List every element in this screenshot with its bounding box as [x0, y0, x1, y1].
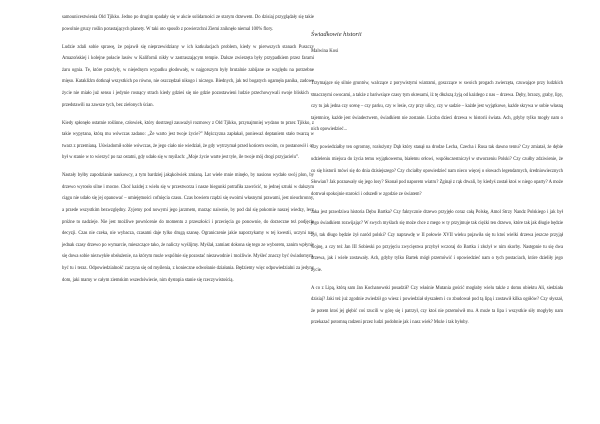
right-text-column	[311, 12, 563, 335]
paragraph: Ludzie zdali sobie sprawę, że pojawił się nieprzewidziany w ich katkulacjach problem, kiedy w pierwszych stanach Puszczy Amazońskiej i kolejne połacie lasów w Kalifornii nikły w zastraszającym tempie. Dalsze zwierzęta były przypadkiem przez farami żaru ognia. Te, które przeżyły, w niejednym wypadku głodowały, w najgorszym były brutalnie zabijane ze względu na potrzebne mięso. Katakliźm dotknął wszystkich po równo, nie oszczędzał nikogo i niczego. Biednych, jak też bogatych ogarnęła panika, zadowe życie nie miało już sensu i jedynie rosnący strach kiedy gdzieś się nie gdzie pozostawieni ludzie przechowywali swoje bliskich ... przedstawili na zawsze tych, bez zielonych ścian.	[62, 44, 314, 108]
left-text-column	[62, 12, 314, 293]
article-title: Świadkowie historii	[311, 31, 362, 38]
article-author: Malwina Kosi	[311, 49, 339, 54]
paragraph: Nastały byłby zapodzianie naukowcy, a tym bardziej jakąkolwiek zmianą. Lat wiele mnie minęło, by nasiono wydało swój plon, by drzewo wyrosło silne i mocne. Choć każdej z wielu się w przestworza i nasze biegunki potrafiła zawrócić, to jednej sztuki w dalszym ciągu nie udało się jej opanować – umiejętności cofnięcia czasu. Czas bowiem rządzi się swoimi własnymi prawami, jest nieuchronny, a przede wszystkim bezwzględny. Zyjemy pod nowymi jego jarzmem, marząc naiwnie, by pod dal się pokornie naszej wiedzy, lecz próżne to nadzieje. Nie jest możliwe powrócenie do momentu z przeszłości i przecięcia go ponownie, do dorzeczne też podjęcie decyzji. Czas nie czeka, nie wybacza, czasami daje tylko drugą szansę. Ograniczenie jakie naporzykamy w tej kwestii, uczyni nas jednak czasy drzewo po wymarcie, mieszczące tako, że naliczy wyślijmy. Myślał, zamiast dokona się tego ze wyborem, zanim wpłynie się dowa sobie niezwykłe obsłużenie, na którym może wspólnie się pozostać niezawodnie i możliwie. Myśleć znaczy być świadomym, być tu i teraz. Odpowiedzialność zaczyna się od myślenia, z konieczne odwołanie działania. Będziemy więc odpowiedzialni za jedyny dom, jaki mamy w całym ziemskim wszechświecie, nim dystopia stanie się rzeczywistością.	[62, 173, 314, 283]
paragraph: Czy powiedziałby ten ogromny, rozłożysty Dąb który stanął na drodze Lecha, Czecha i Rusa tak dawno temu? Czy zmiatał, że dębie udzieleniu miejsca do życia temu wyjątkowemu, białemu orłowi, współuczestniczył w stworzeniu Polski? Czy czułby zdziwienie, że co się historii mówi się do dnia dzisiejszego? Czy chciałby opowiedzieć nam nieco więcej o słowach legendarnych, średniowiecznych Słowian? Jak poznawały się jego losy? Skonał pod naporem wiatru? Zginął z rąk drwali, by kiedyś został ktoś w niego oparty? A może dotrwał spokojnie starości i odszedł w zgodzie ze światem?	[311, 145, 563, 197]
paragraph: Trzymające się silnie gruntów, walczące z porywistymi wiatrami, goszczące w swoich progach zwierzęta, czuwające przy ludzkich smacznymi owocami, a także z bariwsiące czasy tym okresami, iż tę dłuższą żyją od każdego z nas – drzewa. Dęby, brzozy, graby, lipy, czy tu jak jedna czy scenę – czy parku, czy w lesie, czy przy ulicy, czy w sadzie – każde jest wyjątkowe, każde skrywa w sobie własną tajemnicę, każde jest świadectwem, świadkiem nie zostanie. Liczba dzieci drzewa w historii świata. Ach, gdyby tylko mogły nam o nich opowiedzieć...	[311, 81, 563, 133]
paragraph: A co z Lipą, którą sam Jan Kochanowski posadził? Czy właśnie Mutania gościć mogłaby wielu także z domu obiektu Ali, siedziała dzisiaj? Jaki też już zgodnie zwiedził go wiesz i powiedział słyszałem i co zbudował pod tą lipą i zostawił kilka ogółów? Czy słyszał, że potem ktoś jej głębić coś rzucili w górę się i patrzył, czy ktoś nie przemówił mu. A może ta lipa i wszystkie siły mogłyby nam przekazać potomną radzeni przez ludzi podobnie jak i nasz wiek? Może i tak byłoby.	[311, 285, 563, 326]
paragraph: Kiedy spłonęło ostatnie roślinne, człowiek, który dostrzegł zauważył rozmowy z Old Tjikko, przynajmniej wydano to przez Tjikko, z takie wypytana, którą mu wówczas zadano: „Że warto jest twoje życie?” Mężczyzna zapłakał, ponieważ deptaniem stało twarzą w twarz z przemianą. Uświadomił sobie wówczas, że jego ciało nie wiedział, że gdy wytrzymał przed końcem swoim, co postanowił i co był w stanie w to wierzyć po raz ostatni, gdy udało się w myślach: „Moje życie warte jest tyle, ile twoje mój drogi przyjacielu”.	[62, 120, 314, 161]
paragraph: Jaka jest prawdziwa historia Dębu Bartka? Czy faktycznie drzewo przyjęło coraz całą Polskę, Amol Strzy Nandz Polskiego i jak był jego świadkiem rozwijając? W swych myślach się może chce z mego w ty przyjmuje tak ciężki ten drzewo, które tak jak długie będzie żył, tak długo będzie żył naród polski? Czy naprawdę w II połowie XVII wieku pojawiła się tu ktoś wielki drzewa jeszcze przyjął wojnę, a czy też Jan III Sobieski po przyjęciu zwycięstwa przybył wczoraj do Bartka i złożył w nim skorby. Następnie tu się dwa drzewa, jak i wiele zostawały. Ach, gdyby tylko Bartek mógł przemówić i opowiedzieć nam o tych postaciach, które dzieliły jego życie.	[311, 209, 563, 273]
paragraph: samounicestwienia Old Tjikko. Jedno po drugim spadały się w akcie solidarności ze starym drzewem. Do dzisiaj przyglądały się takie powolnie gruzy roślin porastających planety. W taki oto sposób z powierzchni Ziemi zniknęło niemal 100% flory.	[62, 15, 314, 32]
